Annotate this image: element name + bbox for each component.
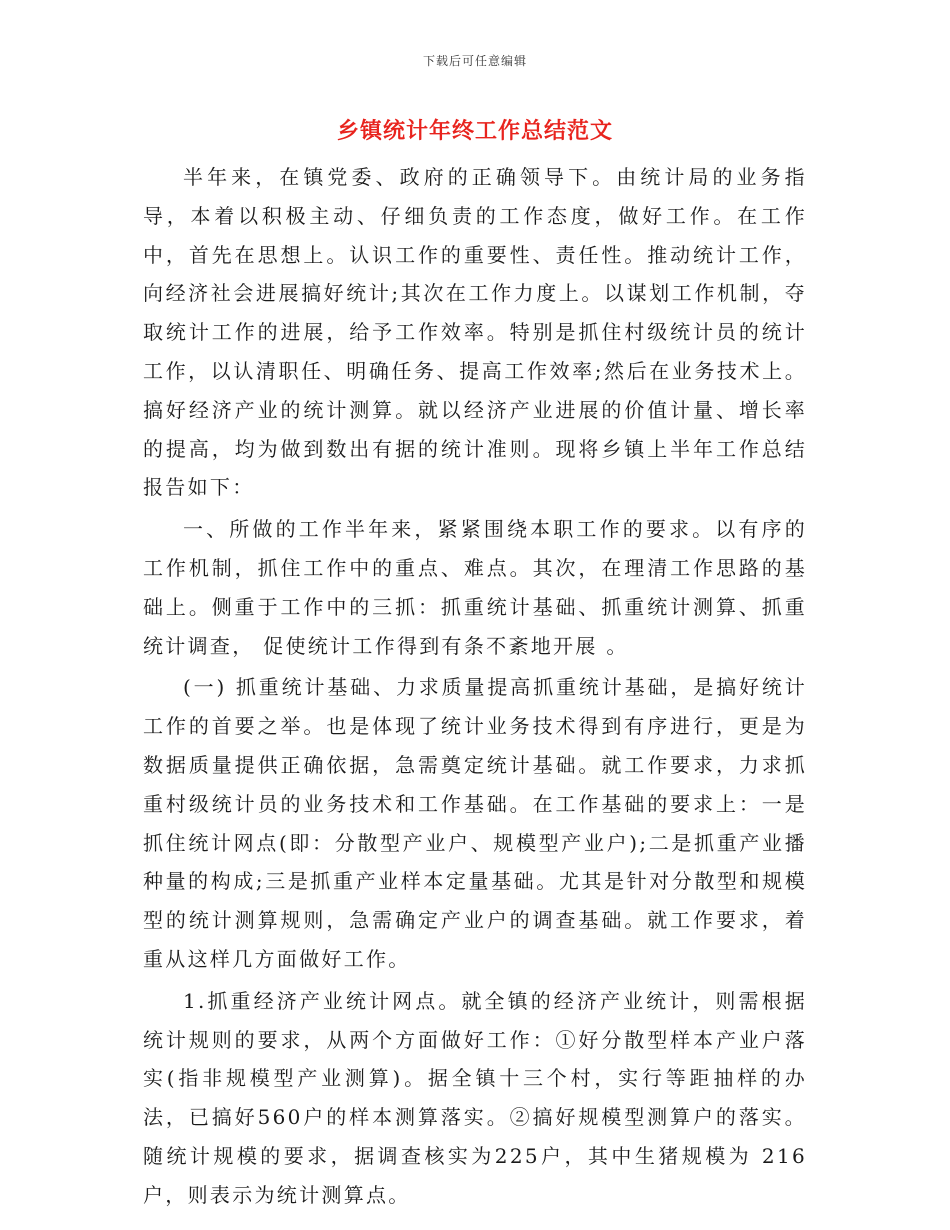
page-header-note: 下载后可任意编辑 bbox=[422, 54, 527, 68]
paragraph-item-1: 1.抓重经济产业统计网点。就全镇的经济产业统计，则需根据统计规则的要求，从两个方面做好工作：①好分散型样本产业户落实(指非规模型产业测算)。据全镇十三个村，实行等距抽样的办法，已搞好560户的样本测算落实。②搞好规模型测算户的落实。随统计规模的要求，据调查核实为225户，其中生猪规模为 216 户，则表示为统计测算点。 bbox=[143, 988, 807, 1207]
paragraph-section-1: 一、所做的工作半年来，紧紧围绕本职工作的要求。以有序的工作机制，抓住工作中的重点、难点。其次，在理清工作思路的基础上。侧重于工作中的三抓：抓重统计基础、抓重统计测算、抓重统计调查， 促使统计工作得到有条不紊地开展 。 bbox=[143, 517, 807, 658]
document-body bbox=[143, 158, 807, 1215]
paragraph-subsection-1: (一) 抓重统计基础、力求质量提高抓重统计基础，是搞好统计工作的首要之举。也是体现了统计业务技术得到有序进行，更是为数据质量提供正确依据，急需奠定统计基础。就工作要求，力求抓重村级统计员的业务技术和工作基础。在工作基础的要求上：一是抓住统计网点(即：分散型产业户、规模型产业户);二是抓重产业播种量的构成;三是抓重产业样本定量基础。尤其是针对分散型和规模型的统计测算规则，急需确定产业户的调查基础。就工作要求，着重从这样几方面做好工作。 bbox=[143, 675, 807, 971]
document-title: 乡镇统计年终工作总结范文 bbox=[336, 119, 613, 144]
paragraph-intro: 半年来，在镇党委、政府的正确领导下。由统计局的业务指导，本着以积极主动、仔细负责的工作态度，做好工作。在工作中，首先在思想上。认识工作的重要性、责任性。推动统计工作，向经济社会进展搞好统计;其次在工作力度上。以谋划工作机制，夺取统计工作的进展，给予工作效率。特别是抓住村级统计员的统计工作，以认清职任、明确任务、提高工作效率;然后在业务技术上。搞好经济产业的统计测算。就以经济产业进展的价值计量、增长率的提高，均为做到数出有据的统计准则。现将乡镇上半年工作总结报告如下： bbox=[143, 165, 807, 500]
